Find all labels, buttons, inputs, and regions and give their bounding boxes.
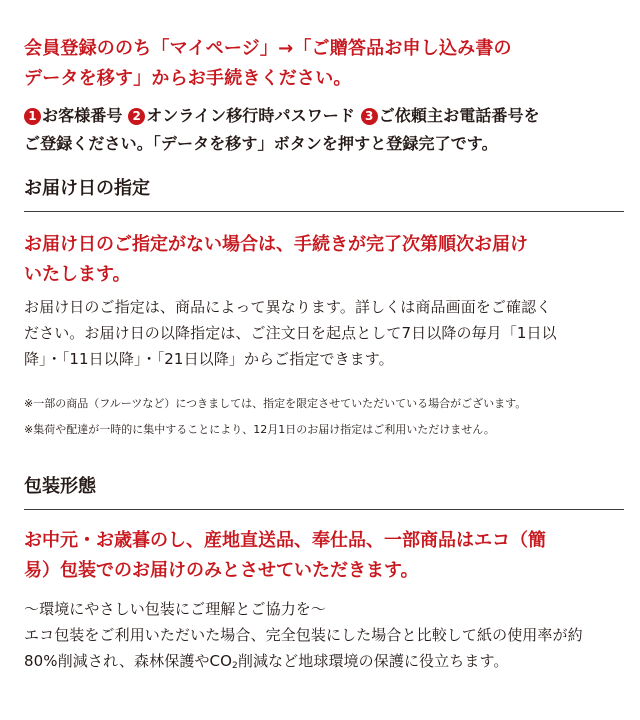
delivery-date-body-line-3: 降」・「11日以降」・「21日以降」からご指定できます。: [24, 350, 394, 368]
step-3-label: ご依頼主お電話番号を: [378, 106, 540, 125]
packaging-lead: [24, 526, 624, 586]
packaging-body-line-3-b: 削減など地球環境の保護に役立ちます。: [237, 652, 509, 670]
intro-line-2: データを移す」からお手続きください。: [24, 68, 352, 89]
packaging-body-line-3-a: 80%削減され、森林保護やCO: [24, 652, 233, 670]
packaging-body: [24, 596, 624, 674]
intro-line-1: 会員登録ののち「マイページ」→「ご贈答品お申し込み書の: [24, 38, 512, 59]
delivery-date-lead-line-1: お届け日のご指定がない場合は、手続きが完了次第順次お届け: [24, 234, 528, 255]
delivery-date-body-line-2: ださい。お届け日の以降指定は、ご注文日を起点として7日以降の毎月「1日以: [24, 324, 557, 342]
step-3-number-icon: 3: [361, 108, 378, 125]
registration-steps: [24, 102, 624, 158]
delivery-date-note-1: ※一部の商品（フルーツなど）につきましては、指定を限定させていただいている場合がございます。: [24, 397, 527, 410]
delivery-date-body: [24, 294, 624, 372]
packaging-body-line-3: [24, 648, 624, 674]
packaging-body-line-2: エコ包装をご利用いただいた場合、完全包装にした場合と比較して紙の使用率が約: [24, 626, 583, 644]
packaging-heading: 包装形態: [24, 476, 96, 497]
step-1-number-icon: 1: [24, 108, 41, 125]
delivery-date-note-2: ※集荷や配達が一時的に集中することにより、12月1日のお届け指定はご利用いただけません。: [24, 423, 495, 436]
packaging-divider: [24, 509, 624, 510]
step-2-number-icon: 2: [128, 108, 145, 125]
co2-subscript: 2: [232, 661, 238, 671]
packaging-lead-line-1: お中元・お歳暮のし、産地直送品、奉仕品、一部商品はエコ（簡: [24, 530, 546, 551]
delivery-date-divider: [24, 211, 624, 212]
steps-line-2: ご登録ください。「データを移す」ボタンを押すと登録完了です。: [24, 134, 498, 153]
delivery-date-body-line-1: お届け日のご指定は、商品によって異なります。詳しくは商品画面をご確認く: [24, 298, 552, 316]
step-2-label: オンライン移行時パスワード: [146, 106, 356, 125]
delivery-date-lead: [24, 230, 624, 290]
delivery-date-heading: お届け日の指定: [24, 178, 150, 199]
step-1-label: お客様番号: [42, 106, 123, 125]
packaging-lead-line-2: 易）包装でのお届けのみとさせていただきます。: [24, 560, 419, 581]
intro-instructions: [24, 34, 624, 94]
packaging-body-line-1: 〜環境にやさしい包装にご理解とご協力を〜: [24, 600, 327, 618]
delivery-date-lead-line-2: いたします。: [24, 264, 131, 285]
steps-line-1: [24, 102, 624, 130]
